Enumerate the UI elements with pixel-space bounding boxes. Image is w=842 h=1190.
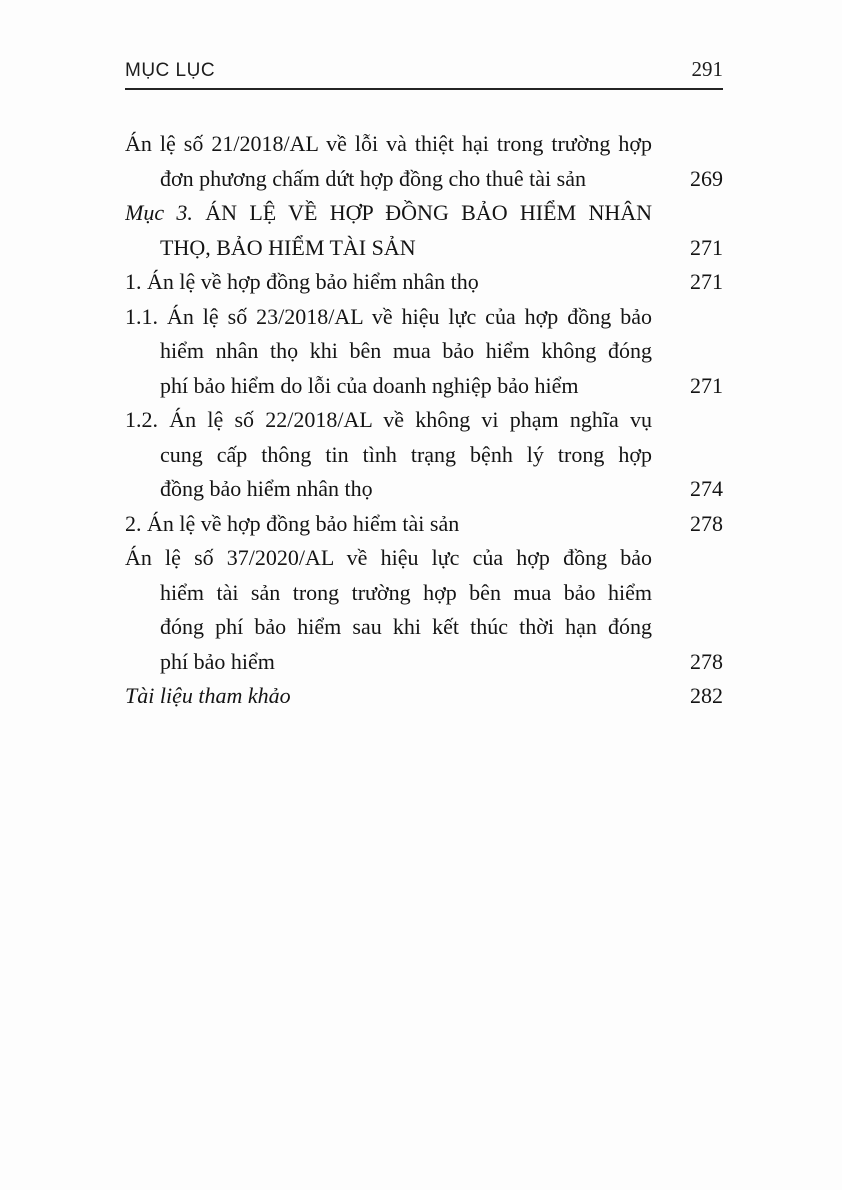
toc-line-text [125, 300, 652, 335]
toc-text-segment: 1.1. Án lệ số 23/2018/AL về hiệu lực của hợp đồng bảo [125, 303, 652, 329]
toc-line-text [125, 541, 652, 576]
toc-text-segment: đơn phương chấm dứt hợp đồng cho thuê tài sản [160, 165, 586, 191]
toc-text-segment: phí bảo hiểm do lỗi của doanh nghiệp bảo hiểm [160, 372, 579, 398]
toc-text-segment: đồng bảo hiểm nhân thọ [160, 476, 373, 501]
toc-text-segment: 1.2. Án lệ số 22/2018/AL về không vi phạm nghĩa vụ [125, 407, 652, 432]
toc-line [125, 300, 723, 335]
toc-line-text [125, 196, 652, 231]
toc-line [125, 472, 723, 507]
toc-line [125, 438, 723, 473]
toc-line-text [160, 472, 652, 507]
toc-text-segment: THỌ, BẢO HIỂM TÀI SẢN [160, 234, 416, 260]
toc-text-segment: Án lệ số 21/2018/AL về lỗi và thiệt hại trong trường hợp [125, 131, 652, 156]
header-rule [125, 88, 723, 90]
toc-line [125, 334, 723, 369]
toc-text-segment: phí bảo hiểm [160, 648, 275, 674]
toc-line [125, 507, 723, 542]
toc-line-text [125, 265, 652, 300]
toc-text-segment: cung cấp thông tin tình trạng bệnh lý trong hợp [160, 441, 652, 467]
toc-line-text [160, 334, 652, 369]
toc-text-segment: hiểm tài sản trong trường hợp bên mua bảo hiểm [160, 579, 652, 605]
toc-line-text [125, 679, 652, 714]
toc-text-segment-italic: Tài liệu tham khảo [125, 683, 291, 708]
toc-line-text [160, 438, 652, 473]
toc-line-text [160, 645, 652, 680]
toc-line [125, 265, 723, 300]
header-title: MỤC LỤC [125, 60, 216, 81]
toc-line [125, 679, 723, 714]
toc-line [125, 541, 723, 576]
toc-page-number: 282 [690, 683, 723, 708]
toc-page-number: 274 [690, 476, 723, 501]
toc-line-text [125, 127, 652, 162]
toc-line [125, 196, 723, 231]
toc-line-text [160, 369, 652, 404]
toc-page-number: 278 [690, 648, 723, 674]
toc-line [125, 231, 723, 266]
toc-text-segment-italic: Mục 3. [125, 200, 206, 225]
toc-line [125, 576, 723, 611]
toc-line-text [160, 162, 652, 197]
toc-text-segment: 2. Án lệ về hợp đồng bảo hiểm tài sản [125, 510, 460, 536]
toc-line-text [160, 231, 652, 266]
toc-line [125, 645, 723, 680]
toc-line-text [160, 610, 652, 645]
toc-line-text [160, 576, 652, 611]
toc-page-number: 269 [690, 165, 723, 191]
toc-line [125, 610, 723, 645]
toc-page-number: 271 [690, 269, 723, 294]
toc-line [125, 162, 723, 197]
toc-list [125, 127, 723, 714]
toc-page-number: 278 [690, 510, 723, 536]
toc-text-segment: hiểm nhân thọ khi bên mua bảo hiểm không đóng [160, 338, 652, 363]
toc-text-segment: đóng phí bảo hiểm sau khi kết thúc thời hạn đóng [160, 614, 652, 639]
toc-line [125, 127, 723, 162]
toc-line-text [125, 403, 652, 438]
toc-line [125, 369, 723, 404]
toc-line [125, 403, 723, 438]
toc-line-text [125, 507, 652, 542]
toc-text-segment: 1. Án lệ về hợp đồng bảo hiểm nhân thọ [125, 269, 479, 294]
page-header [125, 57, 723, 82]
header-page-number: 291 [691, 57, 723, 81]
toc-page-number: 271 [690, 234, 723, 260]
toc-page-number: 271 [690, 372, 723, 398]
toc-text-segment: ÁN LỆ VỀ HỢP ĐỒNG BẢO HIỂM NHÂN [205, 200, 652, 225]
toc-text-segment: Án lệ số 37/2020/AL về hiệu lực của hợp đồng bảo [125, 545, 652, 570]
